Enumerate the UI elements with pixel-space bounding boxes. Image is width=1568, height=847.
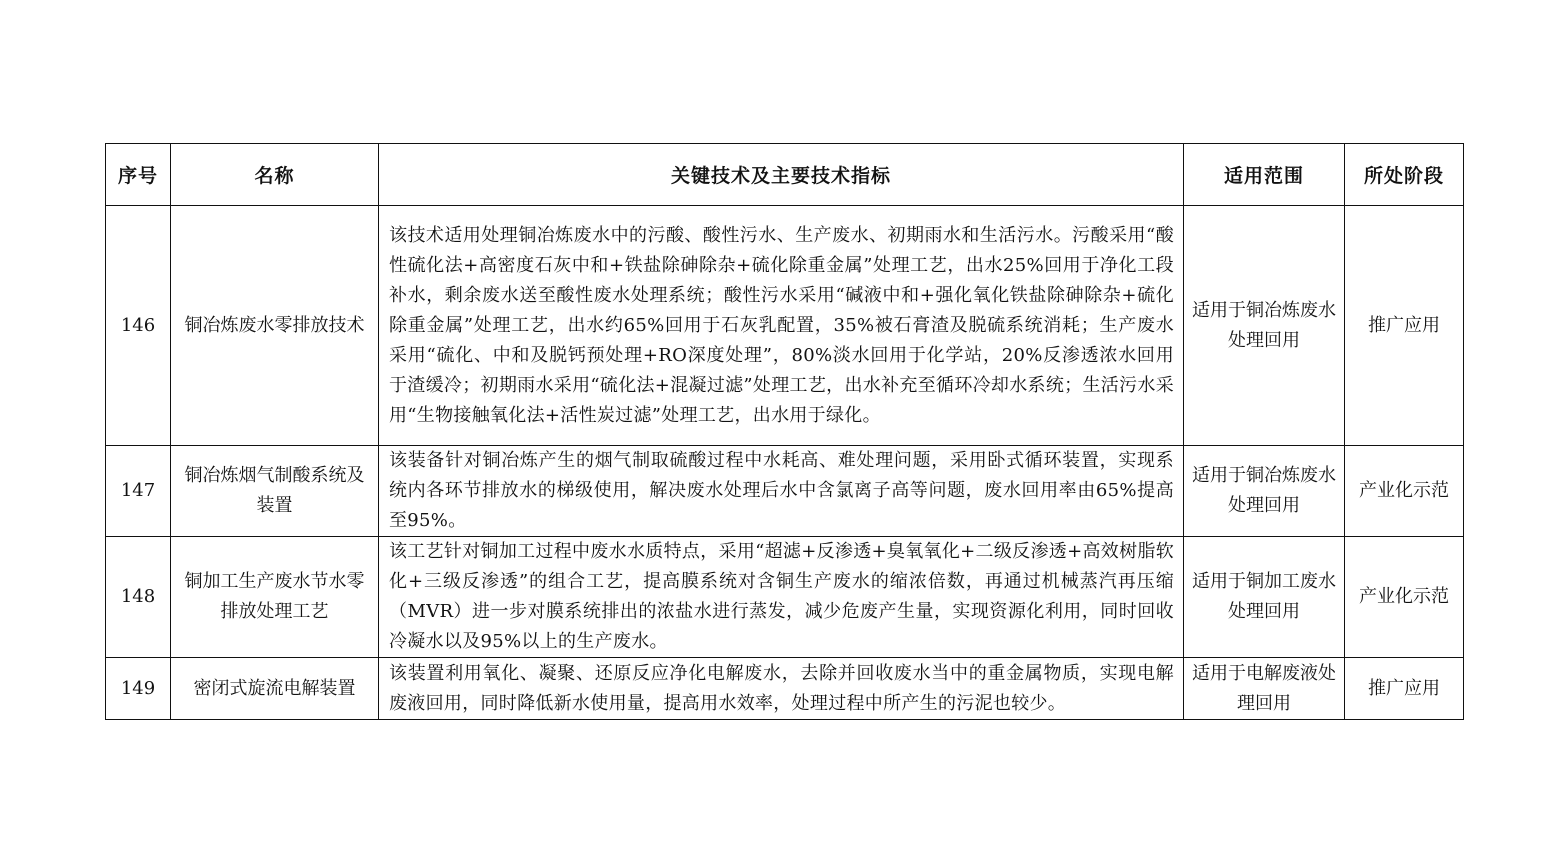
table-row bbox=[106, 658, 1464, 720]
row-stage: 产业化示范 bbox=[1345, 537, 1464, 658]
table-row bbox=[106, 446, 1464, 537]
row-name: 铜加工生产废水节水零排放处理工艺 bbox=[171, 537, 379, 658]
header-name: 名称 bbox=[171, 144, 379, 206]
row-index: 148 bbox=[106, 537, 171, 658]
row-scope: 适用于铜冶炼废水处理回用 bbox=[1184, 206, 1345, 446]
row-stage: 推广应用 bbox=[1345, 206, 1464, 446]
header-index: 序号 bbox=[106, 144, 171, 206]
row-stage: 产业化示范 bbox=[1345, 446, 1464, 537]
row-name: 密闭式旋流电解装置 bbox=[171, 658, 379, 720]
header-row bbox=[106, 144, 1464, 206]
header-tech: 关键技术及主要技术指标 bbox=[379, 144, 1184, 206]
row-index: 149 bbox=[106, 658, 171, 720]
header-scope: 适用范围 bbox=[1184, 144, 1345, 206]
row-scope: 适用于铜冶炼废水处理回用 bbox=[1184, 446, 1345, 537]
table-row bbox=[106, 206, 1464, 446]
table-row bbox=[106, 537, 1464, 658]
row-tech: 该装置利用氧化、凝聚、还原反应净化电解废水，去除并回收废水当中的重金属物质，实现电解废液回用，同时降低新水使用量，提高用水效率，处理过程中所产生的污泥也较少。 bbox=[379, 658, 1184, 720]
row-index: 147 bbox=[106, 446, 171, 537]
technology-table bbox=[105, 143, 1464, 720]
row-stage: 推广应用 bbox=[1345, 658, 1464, 720]
row-index: 146 bbox=[106, 206, 171, 446]
row-tech: 该装备针对铜冶炼产生的烟气制取硫酸过程中水耗高、难处理问题，采用卧式循环装置，实现系统内各环节排放水的梯级使用，解决废水处理后水中含氯离子高等问题，废水回用率由65%提高至95%。 bbox=[379, 446, 1184, 537]
row-tech: 该工艺针对铜加工过程中废水水质特点，采用“超滤+反渗透+臭氧氧化+二级反渗透+高效树脂软化+三级反渗透”的组合工艺，提高膜系统对含铜生产废水的缩浓倍数，再通过机械蒸汽再压缩（MVR）进一步对膜系统排出的浓盐水进行蒸发，减少危废产生量，实现资源化利用，同时回收冷凝水以及95%以上的生产废水。 bbox=[379, 537, 1184, 658]
row-scope: 适用于铜加工废水处理回用 bbox=[1184, 537, 1345, 658]
row-name: 铜冶炼废水零排放技术 bbox=[171, 206, 379, 446]
row-name: 铜冶炼烟气制酸系统及装置 bbox=[171, 446, 379, 537]
row-tech: 该技术适用处理铜冶炼废水中的污酸、酸性污水、生产废水、初期雨水和生活污水。污酸采用“酸性硫化法+高密度石灰中和+铁盐除砷除杂+硫化除重金属”处理工艺，出水25%回用于净化工段补水，剩余废水送至酸性废水处理系统；酸性污水采用“碱液中和+强化氧化铁盐除砷除杂+硫化除重金属”处理工艺，出水约65%回用于石灰乳配置，35%被石膏渣及脱硫系统消耗；生产废水采用“硫化、中和及脱钙预处理+RO深度处理”，80%淡水回用于化学站，20%反渗透浓水回用于渣缓冷；初期雨水采用“硫化法+混凝过滤”处理工艺，出水补充至循环冷却水系统；生活污水采用“生物接触氧化法+活性炭过滤”处理工艺，出水用于绿化。 bbox=[379, 206, 1184, 446]
header-stage: 所处阶段 bbox=[1345, 144, 1464, 206]
row-scope: 适用于电解废液处理回用 bbox=[1184, 658, 1345, 720]
